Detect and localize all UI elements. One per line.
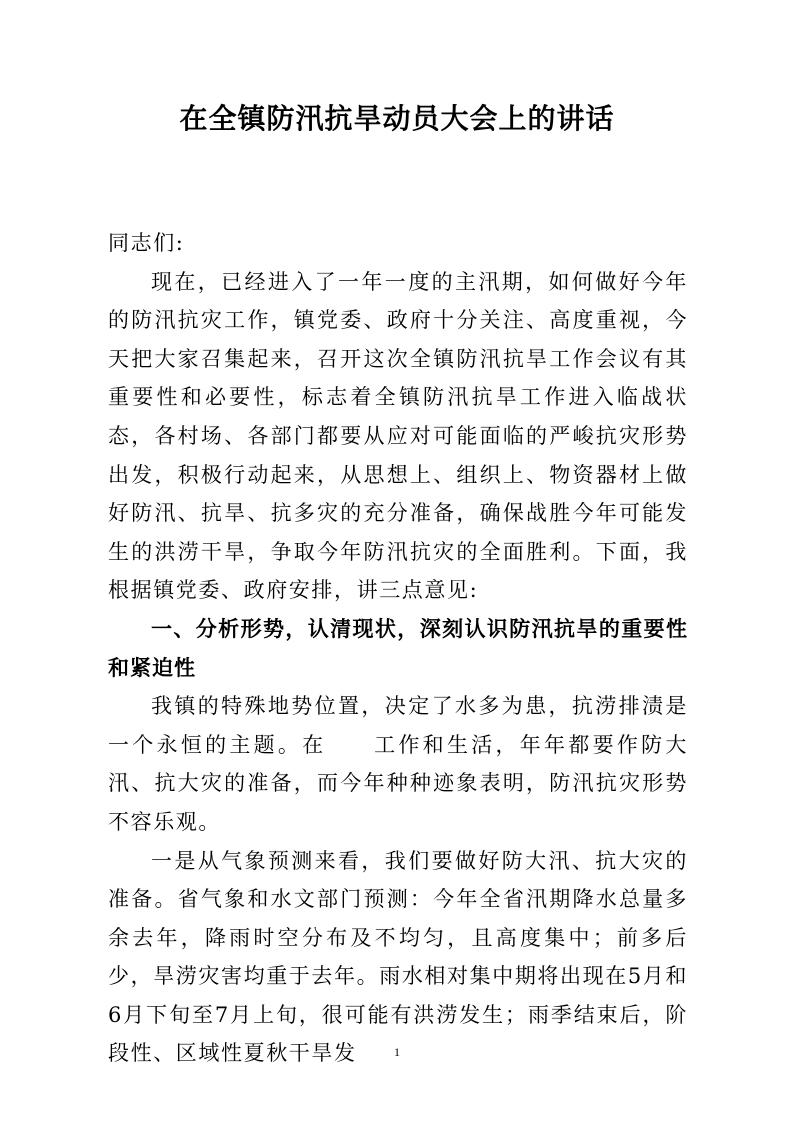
document-title: 在全镇防汛抗旱动员大会上的讲话 <box>179 102 615 135</box>
paragraph-intro: 现在，已经进入了一年一度的主汛期，如何做好今年的防汛抗灾工作，镇党委、政府十分关注、高度重视，今天把大家召集起来，召开这次全镇防汛抗旱工作会议有其重要性和必要性，标志着全镇防汛抗旱工作进入临战状态，各村场、各部门都要从应对可能面临的严峻抗灾形势出发，积极行动起来，从思想上、组织上、物资器材上做好防汛、抗旱、抗多灾的充分准备，确保战胜今年可能发生的洪涝干旱，争取今年防汛抗灾的全面胜利。下面，我根据镇党委、政府安排，讲三点意见: <box>108 269 688 603</box>
paragraph-situation-part-2: 工作和生活，年年都要作防大汛、抗大灾的准备，而今年种种迹象表明，防汛抗灾形势不容乐观。 <box>108 732 688 834</box>
paragraph-situation <box>108 687 688 841</box>
section-heading-1: 一、分析形势，认清现状，深刻认识防汛抗旱的重要性和紧迫性 <box>108 616 688 680</box>
document-body <box>108 224 688 1073</box>
paragraph-weather-forecast: 一是从气象预测来看，我们要做好防大汛、抗大灾的准备。省气象和水文部门预测：今年全省汛期降水总量多余去年，降雨时空分布及不均匀，且高度集中；前多后少，旱涝灾害均重于去年。雨水相对集中期将出现在5月和6月下旬至7月上旬，很可能有洪涝发生；雨季结束后，阶段性、区域性夏秋干旱发 <box>108 848 688 1066</box>
paragraph-situation-part-1: 我镇的特殊地势位置，决定了水多为患，抗涝排渍是一个永恒的主题。在 <box>108 694 688 757</box>
page-number: 1 <box>394 1045 400 1059</box>
salutation: 同志们: <box>108 231 185 255</box>
